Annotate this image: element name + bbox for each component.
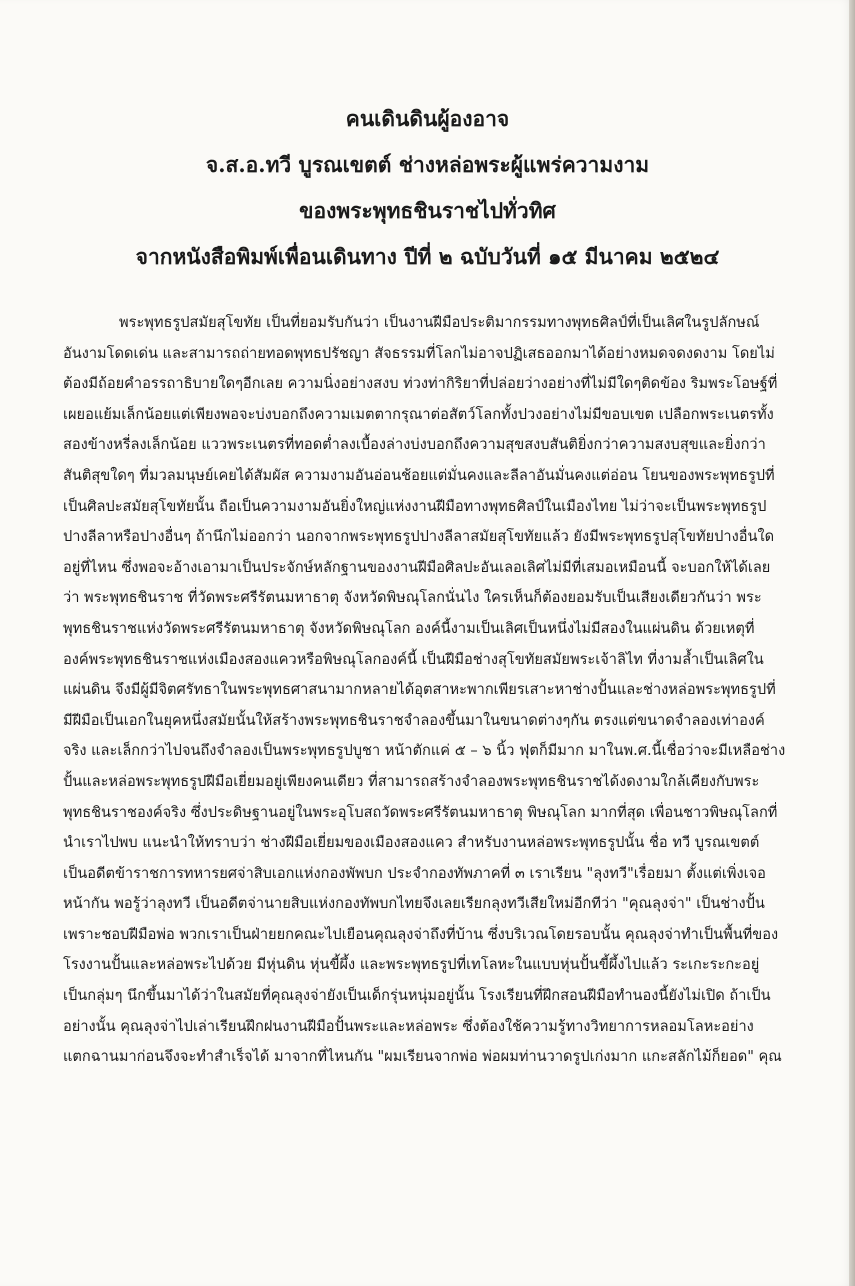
body-line: ต้องมีถ้อยคำอรรถาธิบายใดๆอีกเลย ความนิ่งอย่างสงบ ท่วงท่ากิริยาที่ปล่อยว่างอย่างที่ไม่มีใดๆติดข้อง ริมพระโอษฐ์ที่ xyxy=(63,375,778,393)
body-line: มีฝีมือเป็นเอกในยุคหนึ่งสมัยนั้นให้สร้างพระพุทธชินราชจำลองขึ้นมาในขนาดต่างๆกัน ตรงแต่ขนาดจำลองเท่าองค์ xyxy=(63,711,765,729)
page-edge xyxy=(849,0,855,1286)
article-subtitle: ของพระพุทธชินราชไปทั่วทิศ xyxy=(299,198,556,223)
body-line: แผ่นดิน จึงมีผู้มีจิตศรัทธาในพระพุทธศาสนามากหลายได้อุตสาหะพากเพียรเสาะหาช่างปั้นและช่างหล่อพระพุทธรูปที่ xyxy=(63,681,776,699)
body-line: เป็นศิลปะสมัยสุโขทัยนั้น ถือเป็นความงามอันยิ่งใหญ่แห่งงานฝีมือทางพุทธศิลป์ในเมืองไทย ไม่ว่าจะเป็นพระพุทธรูป xyxy=(63,497,767,515)
body-line: เป็นกลุ่มๆ นึกขึ้นมาได้ว่าในสมัยที่คุณลุงจ่ายังเป็นเด็กรุ่นหนุ่มอยู่นั้น โรงเรียนที่ฝึกสอนฝีมือทำนองนี้ยังไม่เปิด ถ้าเป็น xyxy=(63,987,771,1005)
article-subtitle: จ.ส.อ.ทวี บูรณเขตต์ ช่างหล่อพระผู้แพร่ความงาม xyxy=(205,152,650,177)
body-line: เป็นอดีตข้าราชการทหารยศจ่าสิบเอกแห่งกองพัพบก ประจำกองทัพภาคที่ ๓ เราเรียน "ลุงทวี"เรื่อยมา ตั้งแต่เพิ่งเจอ xyxy=(63,864,766,882)
body-line: ปางลีลาหรือปางอื่นๆ ถ้านึกไม่ออกว่า นอกจากพระพุทธรูปปางลีลาสมัยสุโขทัยแล้ว ยังมีพระพุทธรูปสุโขทัยปางอื่นใด xyxy=(63,528,775,546)
body-line: เผยอแย้มเล็กน้อยแต่เพียงพอจะบ่งบอกถึงความเมตตากรุณาต่อสัตว์โลกทั้งปวงอย่างไม่มีขอบเขต เปลือกพระเนตรทั้ง xyxy=(63,405,774,423)
body-line: อย่างนั้น คุณลุงจ่าไปเล่าเรียนฝึกฝนงานฝีมือปั้นพระและหล่อพระ ซึ่งต้องใช้ความรู้ทางวิทยาการหลอมโลหะอย่าง xyxy=(63,1017,754,1035)
article-source: จากหนังสือพิมพ์เพื่อนเดินทาง ปีที่ ๒ ฉบับวันที่ ๑๕ มีนาคม ๒๕๒๔ xyxy=(135,244,720,269)
article-title: คนเดินดินผู้องอาจ xyxy=(345,106,510,131)
body-line: อยู่ที่ไหน ซึ่งพอจะอ้างเอามาเป็นประจักษ์หลักฐานของงานฝีมือศิลปะอันเลอเลิศไม่มีที่เสมอเหมือนนี้ จะบอกให้ได้เลย xyxy=(63,558,771,576)
title-block xyxy=(0,96,855,280)
article-body xyxy=(63,308,819,1073)
body-line: พุทธชินราชองค์จริง ซึ่งประดิษฐานอยู่ในพระอุโบสถวัดพระศรีรัตนมหาธาตุ พิษณุโลก มากที่สุด เพื่อนชาวพิษณุโลกที่ xyxy=(63,803,778,821)
body-line: องค์พระพุทธชินราชแห่งเมืองสองแควหรือพิษณุโลกองค์นี้ เป็นฝีมือช่างสุโขทัยสมัยพระเจ้าลิไท ที่งามล้ำเป็นเลิศใน xyxy=(63,650,764,668)
body-line: ว่า พระพุทธชินราช ที่วัดพระศรีรัตนมหาธาตุ จังหวัดพิษณุโลกนั่นไง ใครเห็นก็ต้องยอมรับเป็นเสียงเดียวกันว่า พระ xyxy=(63,589,762,607)
body-line: จริง และเล็กกว่าไปจนถึงจำลองเป็นพระพุทธรูปบูชา หน้าตักแค่ ๕ – ๖ นิ้ว ฟุตก็มีมาก มาในพ.ศ.นี้เชื่อว่าจะมีเหลือช่าง xyxy=(63,742,786,760)
body-line: โรงงานปั้นและหล่อพระไปด้วย มีหุ่นดิน หุ่นขี้ผึ้ง และพระพุทธรูปที่เทโลหะในแบบหุ่นปั้นขี้ผึ้งไปแล้ว ระเกะระกะอยู่ xyxy=(63,956,760,974)
body-line: พุทธชินราชแห่งวัดพระศรีรัตนมหาธาตุ จังหวัดพิษณุโลก องค์นี้งามเป็นเลิศเป็นหนึ่งไม่มีสองในแผ่นดิน ด้วยเหตุที่ xyxy=(63,619,755,637)
body-line: อันงามโดดเด่น และสามารถถ่ายทอดพุทธปรัชญา สัจธรรมที่โลกไม่อาจปฏิเสธออกมาได้อย่างหมดจดงดงาม โดยไม่ xyxy=(63,344,775,362)
body-line: สองข้างหรี่ลงเล็กน้อย แววพระเนตรที่ทอดต่ำลงเบื้องล่างบ่งบอกถึงความสุขสงบสันติยิ่งกว่าความสงบสุขและยิ่งกว่า xyxy=(63,436,766,454)
body-line: เพราะชอบฝีมือพ่อ พวกเราเป็นฝ่ายยกคณะไปเยือนคุณลุงจ่าถึงที่บ้าน ซึ่งบริเวณโดยรอบนั้น คุณลุงจ่าทำเป็นพื้นที่ของ xyxy=(63,925,779,943)
body-line: ปั้นและหล่อพระพุทธรูปฝีมือเยี่ยมอยู่เพียงคนเดียว ที่สามารถสร้างจำลองพระพุทธชินราชได้งดงามใกล้เคียงกับพระ xyxy=(63,772,760,790)
body-line: นำเราไปพบ แนะนำให้ทราบว่า ช่างฝีมือเยี่ยมของเมืองสองแคว สำหรับงานหล่อพระพุทธรูปนั้น ชื่อ ทวี บูรณเขตต์ xyxy=(63,834,760,852)
body-line: แตกฉานมาก่อนจึงจะทำสำเร็จได้ มาจากที่ไหนกัน "ผมเรียนจากพ่อ พ่อผมท่านวาดรูปเก่งมาก แกะสลักไม้ก็ยอด" คุณ xyxy=(63,1048,782,1066)
body-line: หน้ากัน พอรู้ว่าลุงทวี เป็นอดีตจ่านายสิบแห่งกองทัพบกไทยจึงเลยเรียกลุงทวีเสียใหม่อีกทีว่า "คุณลุงจ่า" เป็นช่างปั้น xyxy=(63,895,765,913)
body-line: พระพุทธรูปสมัยสุโขทัย เป็นที่ยอมรับกันว่า เป็นงานฝีมือประติมากรรมทางพุทธศิลป์ที่เป็นเลิศในรูปลักษณ์ xyxy=(119,314,760,331)
body-line: สันติสุขใดๆ ที่มวลมนุษย์เคยได้สัมผัส ความงามอันอ่อนช้อยแต่มั่นคงและลีลาอันมั่นคงแต่อ่อน โยนของพระพุทธรูปที่ xyxy=(63,466,775,484)
